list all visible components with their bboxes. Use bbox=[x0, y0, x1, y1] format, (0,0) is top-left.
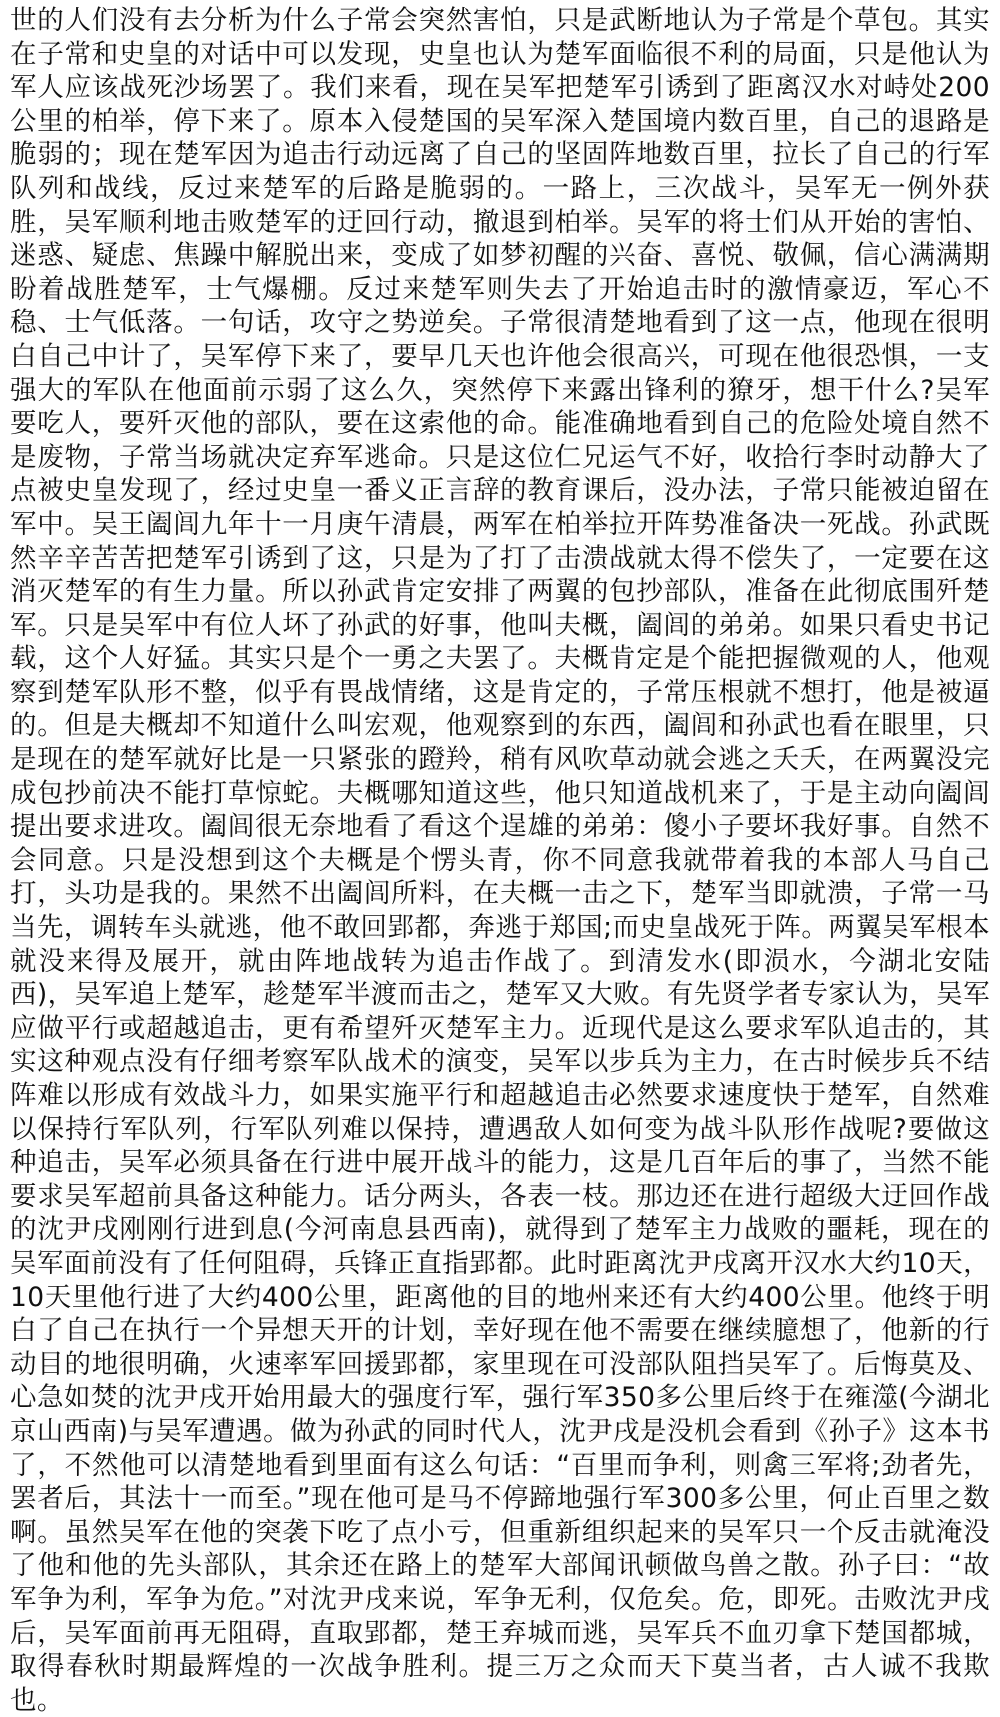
body-paragraph: 世的人们没有去分析为什么子常会突然害怕，只是武断地认为子常是个草包。其实在子常和史皇的对话中可以发现，史皇也认为楚军面临很不利的局面，只是他认为军人应该战死沙场罢了。我们来看，现在吴军把楚军引诱到了距离汉水对峙处200公里的柏举，停下来了。原本入侵楚国的吴军深入楚国境内数百里，自己的退路是脆弱的；现在楚军因为追击行动远离了自己的坚固阵地数百里，拉长了自己的行军队列和战线，反过来楚军的后路是脆弱的。一路上，三次战斗，吴军无一例外获胜，吴军顺利地击败楚军的迂回行动，撤退到柏举。吴军的将士们从开始的害怕、迷惑、疑虑、焦躁中解脱出来，变成了如梦初醒的兴奋、喜悦、敬佩，信心满满期盼着战胜楚军，士气爆棚。反过来楚军则失去了开始追击时的激情豪迈，军心不稳、士气低落。一句话，攻守之势逆矣。子常很清楚地看到了这一点，他现在很明白自己中计了，吴军停下来了，要早几天也许他会很高兴，可现在他很恐惧，一支强大的军队在他面前示弱了这么久，突然停下来露出锋利的獠牙，想干什么?吴军要吃人，要歼灭他的部队，要在这索他的命。能准确地看到自己的危险处境自然不是废物，子常当场就决定弃军逃命。只是这位仁兄运气不好，收拾行李时动静大了点被史皇发现了，经过史皇一番义正言辞的教育课后，没办法，子常只能被迫留在军中。吴王阖闾九年十一月庚午清晨，两军在柏举拉开阵势准备决一死战。孙武既然辛辛苦苦把楚军引诱到了这，只是为了打了击溃战就太得不偿失了，一定要在这消灭楚军的有生力量。所以孙武肯定安排了两翼的包抄部队，准备在此彻底围歼楚军。只是吴军中有位人坏了孙武的好事，他叫夫概，阖闾的弟弟。如果只看史书记载，这个人好猛。其实只是个一勇之夫罢了。夫概肯定是个能把握微观的人，他观察到楚军队形不整，似乎有畏战情绪，这是肯定的，子常压根就不想打，他是被逼的。但是夫概却不知道什么叫宏观，他观察到的东西，阖闾和孙武也看在眼里，只是现在的楚军就好比是一只紧张的蹬羚，稍有风吹草动就会逃之夭夭，在两翼没完成包抄前决不能打草惊蛇。夫概哪知道这些，他只知道战机来了，于是主动向阖闾提出要求进攻。阖闾很无奈地看了看这个逞雄的弟弟：傻小子要坏我好事。自然不会同意。只是没想到这个夫概是个愣头青，你不同意我就带着我的本部人马自己打，头功是我的。果然不出阖闾所料，在夫概一击之下，楚军当即就溃，子常一马当先，调转车头就逃，他不敢回郢都，奔逃于郑国;而史皇战死于阵。两翼吴军根本就没来得及展开，就由阵地战转为追击作战了。到清发水(即涢水，今湖北安陆西)，吴军追上楚军，趁楚军半渡而击之，楚军又大败。有先贤学者专家认为，吴军应做平行或超越追击，更有希望歼灭楚军主力。近现代是这么要求军队追击的，其实这种观点没有仔细考察军队战术的演变，吴军以步兵为主力，在古时候步兵不结阵难以形成有效战斗力，如果实施平行和超越追击必然要求速度快于楚军，自然难以保持行军队列，行军队列难以保持，遭遇敌人如何变为战斗队形作战呢?要做这种追击，吴军必须具备在行进中展开战斗的能力，这是几百年后的事了，当然不能要求吴军超前具备这种能力。话分两头，各表一枝。那边还在进行超级大迂回作战的沈尹戌刚刚行进到息(今河南息县西南)，就得到了楚军主力战败的噩耗，现在的吴军面前没有了任何阻碍，兵锋正直指郢都。此时距离沈尹戌离开汉水大约10天，10天里他行进了大约400公里，距离他的目的地州来还有大约400公里。他终于明白了自己在执行一个异想天开的计划，幸好现在他不需要在继续臆想了，他新的行动目的地很明确，火速率军回援郢都，家里现在可没部队阻挡吴军了。后悔莫及、心急如焚的沈尹戌开始用最大的强度行军，强行军350多公里后终于在雍澨(今湖北京山西南)与吴军遭遇。做为孙武的同时代人，沈尹戌是没机会看到《孙子》这本书了，不然他可以清楚地看到里面有这么句话：“百里而争利，则禽三军将;劲者先，罢者后，其法十一而至。”现在他可是马不停蹄地强行军300多公里，何止百里之数啊。虽然吴军在他的突袭下吃了点小亏，但重新组织起来的吴军只一个反击就淹没了他和他的先头部队，其余还在路上的楚军大部闻讯顿做鸟兽之散。孙子曰：“故军争为利，军争为危。”对沈尹戌来说，军争无利，仅危矣。危，即死。击败沈尹戌后，吴军面前再无阻碍，直取郢都，楚王弃城而逃，吴军兵不血刃拿下楚国都城，取得春秋时期最辉煌的一次战争胜利。提三万之众而天下莫当者，古人诚不我欺也。 bbox=[10, 5, 990, 1716]
